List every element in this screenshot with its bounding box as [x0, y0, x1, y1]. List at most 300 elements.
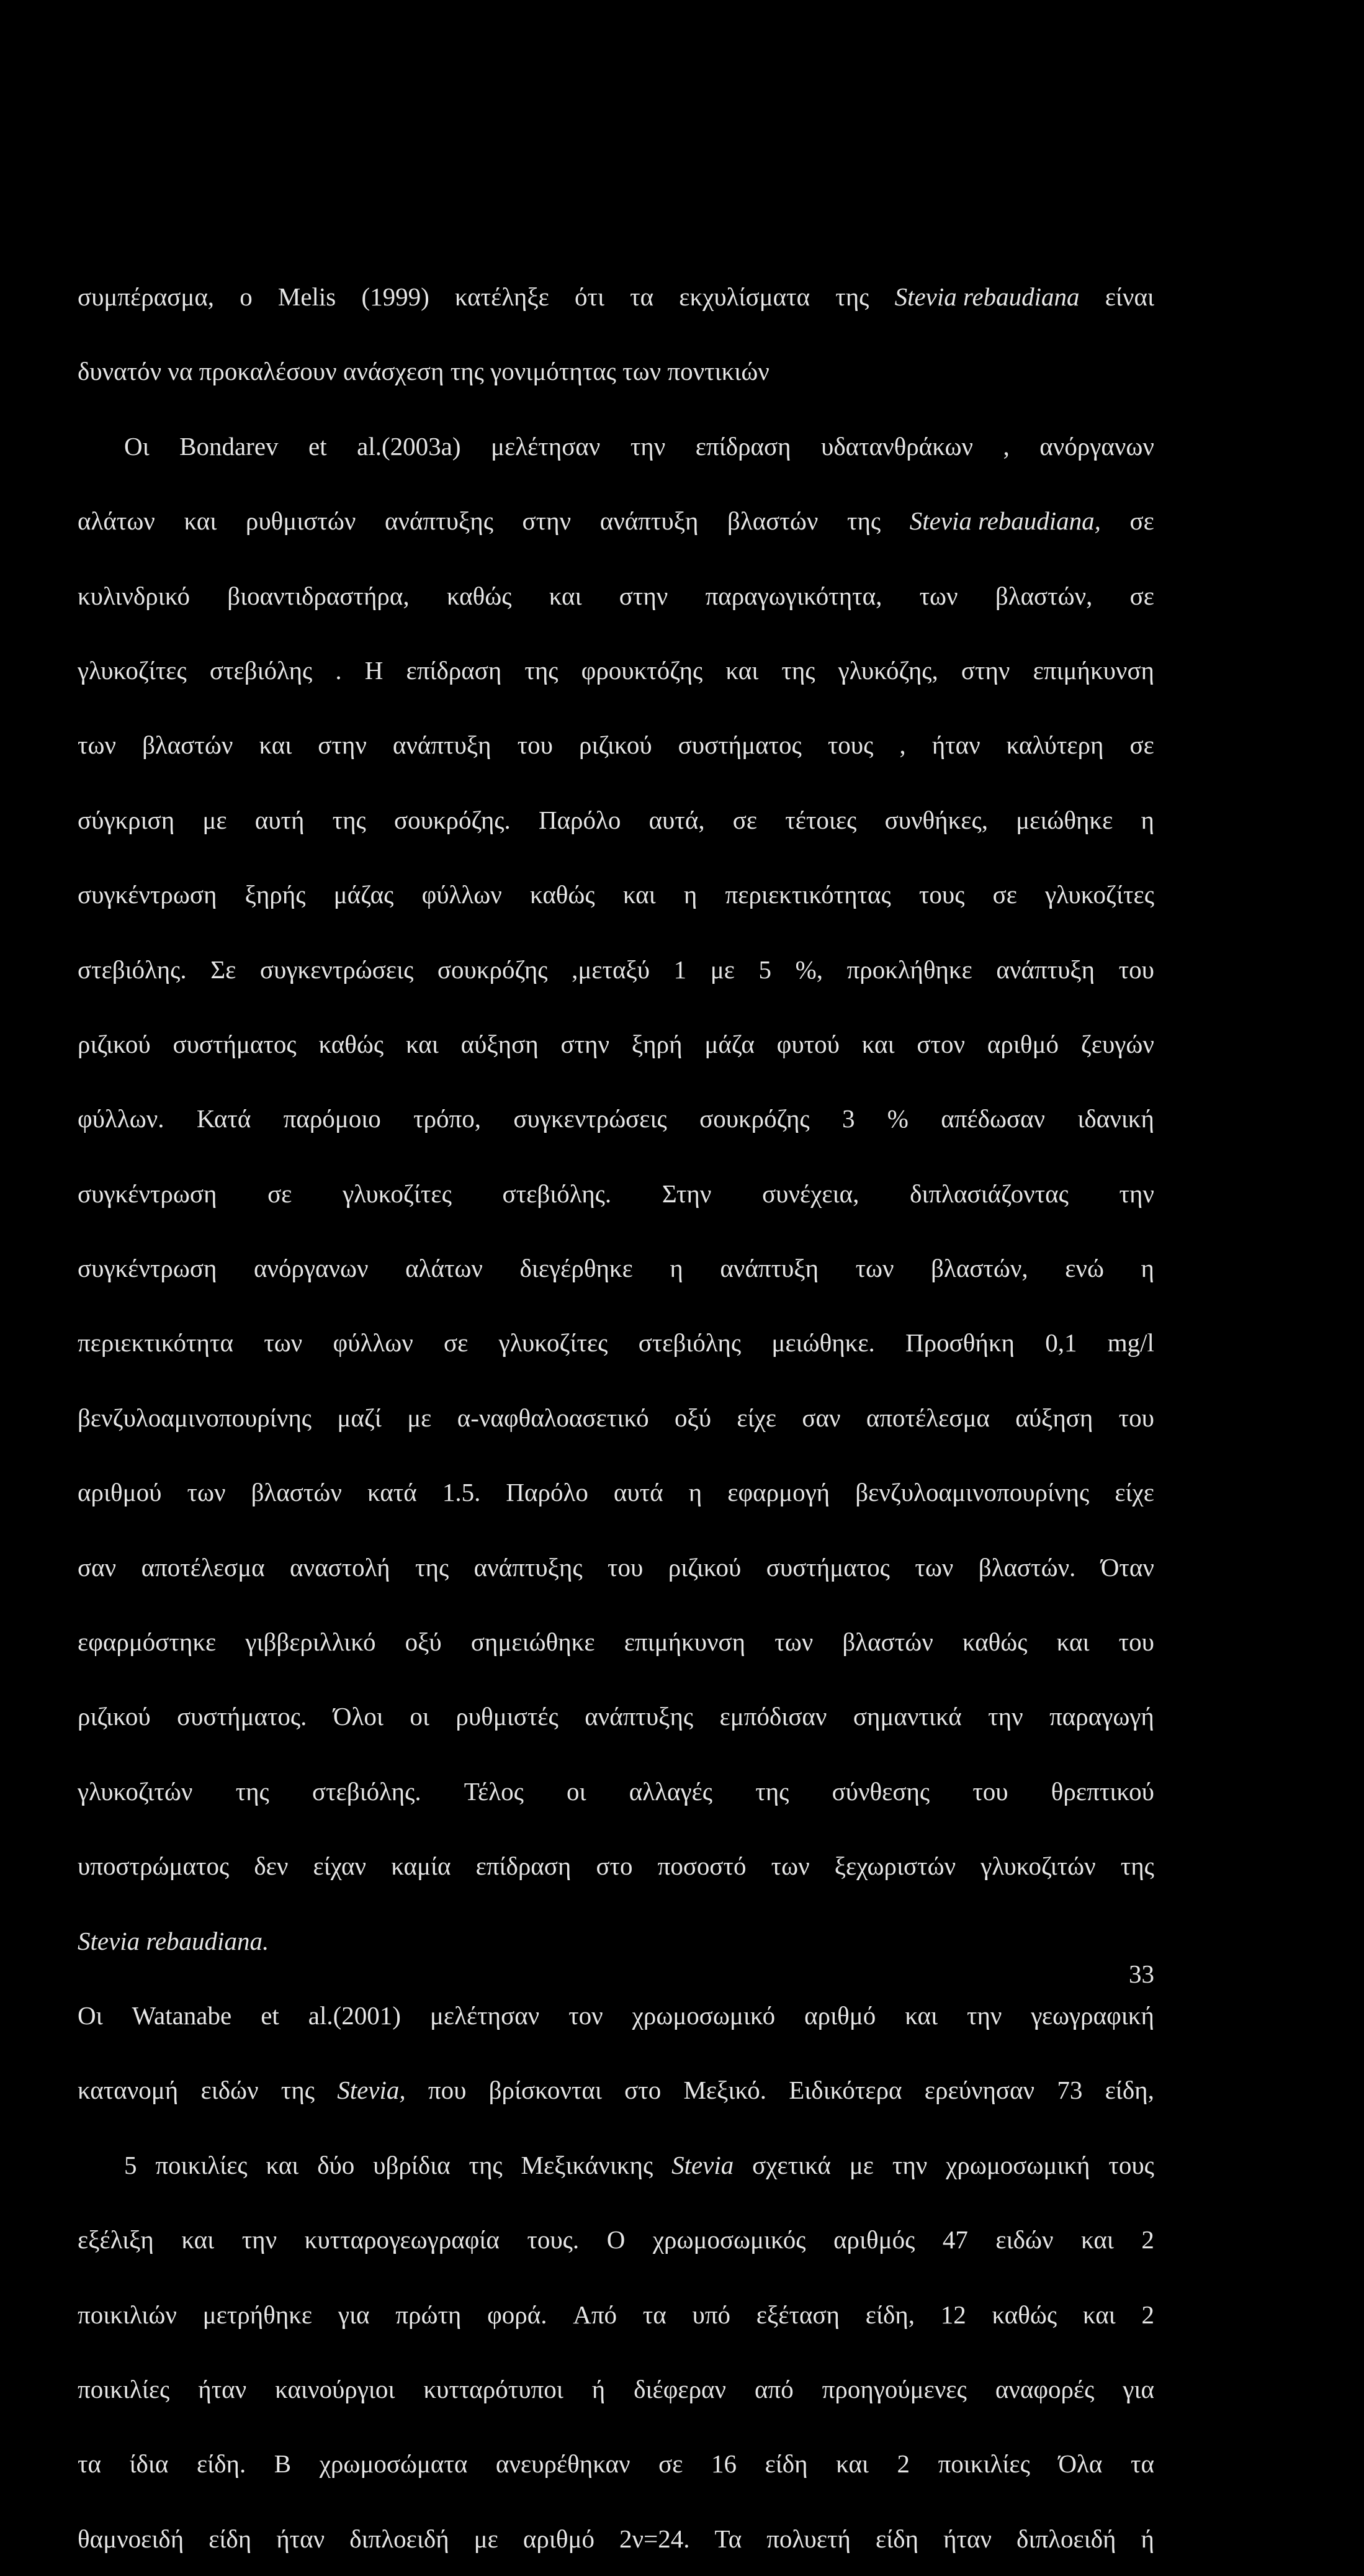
word: 3: [841, 1104, 855, 1133]
word: περιεκτικότητα: [78, 1328, 233, 1358]
word: ριζικού: [78, 1029, 151, 1058]
word: καθώς: [446, 581, 512, 610]
word: αυτή: [254, 805, 305, 834]
word: αριθμός: [833, 2225, 915, 2254]
word: του: [1118, 1628, 1154, 1657]
word: στον: [917, 1029, 966, 1058]
word: μάζας: [333, 880, 394, 909]
word: μετρήθηκε: [202, 2300, 313, 2329]
word: καθώς: [530, 880, 595, 909]
word: τα: [630, 282, 654, 311]
word: του: [517, 731, 553, 760]
word: στεβιόλης.: [502, 1179, 612, 1208]
word: et: [261, 2001, 279, 2030]
word: Όλα: [1058, 2449, 1103, 2479]
word: στην: [560, 1029, 610, 1058]
word: συγκέντρωση: [78, 880, 217, 909]
word: η: [688, 1478, 702, 1507]
text-line: [78, 2202, 1154, 2277]
word: συνθήκες,: [884, 805, 988, 834]
word: Από: [573, 2300, 617, 2329]
word: καλύτερη: [1006, 731, 1104, 760]
word: αριθμό: [804, 2001, 876, 2030]
word: χρωμοσώματα: [319, 2449, 468, 2479]
word: και: [184, 507, 217, 536]
word: γλυκοζιτών: [980, 1852, 1096, 1881]
word: σε: [1129, 507, 1154, 536]
word: ανευρέθηκαν: [495, 2449, 630, 2479]
word: Όταν: [1100, 1552, 1154, 1582]
word: καμία: [391, 1852, 451, 1881]
word: από: [755, 2374, 794, 2403]
word: και: [622, 880, 656, 909]
text-span: Stevia rebaudiana.: [78, 1926, 269, 1955]
word: την: [630, 431, 666, 461]
word: στο: [624, 2076, 662, 2105]
word: Bondarev: [179, 431, 279, 461]
word: την: [988, 1702, 1023, 1731]
word: ριζικού: [78, 1702, 151, 1731]
word: του: [972, 1777, 1008, 1806]
text-line: [78, 1530, 1154, 1605]
word: αλάτων: [78, 507, 155, 536]
word: παραγωγή: [1049, 1702, 1154, 1731]
word: είδη,: [1105, 2076, 1154, 2105]
word: φύλλων: [333, 1328, 413, 1358]
word: ζευγών: [1080, 1029, 1154, 1058]
word: .: [335, 655, 342, 685]
word: Stevia,: [337, 2076, 406, 2105]
word: που: [428, 2076, 467, 2105]
word: τρόπο,: [413, 1104, 482, 1133]
word: εφαρμογή: [727, 1478, 830, 1507]
word: συστήματος: [173, 1029, 297, 1058]
word: η: [1141, 1254, 1154, 1283]
word: ρυθμιστών: [245, 507, 356, 536]
word: είδη.: [196, 2449, 246, 2479]
word: καθώς: [992, 2300, 1057, 2329]
word: συγκέντρωση: [78, 1179, 217, 1208]
word: μελέτησαν: [490, 431, 601, 461]
text-line: [78, 932, 1154, 1007]
word: μειώθηκε: [1016, 805, 1113, 834]
text-line: [78, 1605, 1154, 1679]
word: 2ν=24.: [619, 2524, 690, 2553]
word: και: [905, 2001, 938, 2030]
word: ή: [1141, 2524, 1154, 2553]
word: γεωγραφική: [1031, 2001, 1154, 2030]
word: τους: [918, 880, 965, 909]
word: του: [1118, 1403, 1154, 1432]
word: Οι: [124, 431, 150, 461]
word: η: [683, 880, 698, 909]
text-line: [78, 2426, 1154, 2501]
word: σημαντικά: [853, 1702, 962, 1731]
word: χρωμοσωμική: [946, 2150, 1090, 2179]
word: Stevia: [671, 2150, 734, 2179]
word: προηγούμενες: [822, 2374, 967, 2403]
word: βλαστών,: [995, 581, 1093, 610]
text-line: [78, 2128, 1154, 2202]
word: φορά.: [487, 2300, 547, 2329]
text-line: [78, 1231, 1154, 1305]
word: Stevia rebaudiana: [894, 282, 1080, 311]
word: τους: [1108, 2150, 1154, 2179]
word: οξύ: [405, 1628, 442, 1657]
word: των: [915, 1552, 954, 1582]
word: ποσοστό: [657, 1852, 747, 1881]
word: γλυκόζης,: [838, 655, 938, 685]
text-line: [78, 1754, 1154, 1829]
word: ,: [899, 731, 906, 760]
text-line: [78, 559, 1154, 633]
word: αριθμό: [987, 1029, 1059, 1058]
word: συγκέντρωση: [78, 1254, 217, 1283]
word: α-ναφθαλοασετικό: [457, 1403, 649, 1432]
word: διπλοειδή: [349, 2524, 449, 2553]
word: στο: [596, 1852, 633, 1881]
text-line: [78, 259, 1154, 334]
word: 47: [942, 2225, 968, 2254]
word: ενώ: [1065, 1254, 1104, 1283]
word: καινούργιοι: [275, 2374, 395, 2403]
text-line: [78, 1081, 1154, 1156]
word: επίδραση: [475, 1852, 572, 1881]
word: ,: [1003, 431, 1010, 461]
word: τα: [78, 2449, 101, 2479]
word: αναφορές: [995, 2374, 1095, 2403]
word: της: [846, 507, 881, 536]
word: και: [1056, 1628, 1090, 1657]
word: των: [855, 1254, 894, 1283]
word: βενζυλοαμινοπουρίνης: [78, 1403, 312, 1432]
word: παραγωγικότητα,: [705, 581, 882, 610]
text-line: [78, 708, 1154, 782]
word: ξηρή: [631, 1029, 683, 1058]
word: κυτταρότυποι: [423, 2374, 563, 2403]
word: σύνθεσης: [832, 1777, 930, 1806]
word: κυλινδρικό: [78, 581, 190, 610]
word: στην: [318, 731, 367, 760]
word: βενζυλοαμινοπουρίνης: [855, 1478, 1090, 1507]
word: ανάπτυξης: [473, 1552, 583, 1582]
word: %,: [795, 955, 823, 984]
word: τους: [827, 731, 874, 760]
text-line: [78, 2053, 1154, 2127]
word: 2: [897, 2449, 910, 2479]
word: των: [78, 731, 117, 760]
word: σαν: [802, 1403, 841, 1432]
word: ποικιλίες: [78, 2374, 170, 2403]
text-line: [78, 2502, 1154, 2576]
word: ποικιλίες: [938, 2449, 1030, 2479]
word: την: [892, 2150, 928, 2179]
word: ερεύνησαν: [924, 2076, 1035, 2105]
text-line: [78, 857, 1154, 932]
word: et: [308, 431, 327, 461]
word: διπλοειδή: [1016, 2524, 1116, 2553]
word: με: [202, 805, 227, 834]
word: η: [1141, 805, 1154, 834]
word: γλυκοζιτών: [78, 1777, 193, 1806]
word: βλαστών: [842, 1628, 933, 1657]
word: τα: [642, 2300, 666, 2329]
word: σε: [658, 2449, 683, 2479]
word: φύλλων.: [78, 1104, 164, 1133]
word: συστήματος: [766, 1552, 890, 1582]
word: 1.5.: [442, 1478, 481, 1507]
word: Μεξικάνικης: [521, 2150, 653, 2179]
word: εμπόδισαν: [719, 1702, 827, 1731]
word: και: [1082, 2300, 1116, 2329]
word: 12: [940, 2300, 966, 2329]
word: είδη,: [865, 2300, 915, 2329]
word: της: [781, 655, 815, 685]
word: θρεπτικού: [1051, 1777, 1154, 1806]
text-line: [78, 633, 1154, 708]
word: η: [670, 1254, 683, 1283]
word: Προσθήκη: [905, 1328, 1015, 1358]
word: στεβιόλης.: [78, 955, 187, 984]
word: τον: [568, 2001, 603, 2030]
word: της: [415, 1552, 449, 1582]
word: καθώς: [962, 1628, 1028, 1657]
word: 16: [711, 2449, 737, 2479]
word: τα: [1130, 2449, 1154, 2479]
word: των: [771, 1852, 810, 1881]
word: σουκρόζης: [437, 955, 548, 984]
word: σημειώθηκε: [470, 1628, 595, 1657]
word: Melis: [277, 282, 336, 311]
word: ποικιλιών: [78, 2300, 177, 2329]
word: καθώς: [318, 1029, 384, 1058]
word: χρωμοσωμικός: [652, 2225, 806, 2254]
word: υποστρώματος: [78, 1852, 230, 1881]
word: μελέτησαν: [429, 2001, 540, 2030]
word: γλυκοζίτες: [78, 655, 187, 685]
word: al.(2003a): [357, 431, 461, 461]
word: σε: [992, 880, 1017, 909]
word: διέφεραν: [634, 2374, 727, 2403]
word: αύξηση: [460, 1029, 539, 1058]
text-line: [78, 1829, 1154, 1903]
word: Σε: [210, 955, 236, 984]
text-line: [78, 1305, 1154, 1380]
page-number: 33: [1129, 1960, 1154, 1988]
word: και: [725, 655, 759, 685]
word: στην: [522, 507, 572, 536]
word: %: [887, 1104, 909, 1133]
word: γλυκοζίτες: [1045, 880, 1154, 909]
word: σε: [444, 1328, 469, 1358]
word: ανόργανων: [1039, 431, 1154, 461]
word: 0,1: [1045, 1328, 1077, 1358]
word: ριζικού: [578, 731, 652, 760]
word: επίδραση: [406, 655, 502, 685]
word: με: [407, 1403, 432, 1432]
word: Ειδικότερα: [789, 2076, 902, 2105]
word: και: [1081, 2225, 1114, 2254]
word: βλαστών: [251, 1478, 342, 1507]
word: βλαστών.: [978, 1552, 1076, 1582]
word: ποικιλίες: [155, 2150, 248, 2179]
word: γλυκοζίτες: [498, 1328, 608, 1358]
word: εξέταση: [756, 2300, 840, 2329]
word: ριζικού: [668, 1552, 742, 1582]
word: στεβιόλης.: [312, 1777, 421, 1806]
word: της: [835, 282, 869, 311]
word: αριθμό: [523, 2524, 595, 2553]
word: είχε: [1115, 1478, 1154, 1507]
word: μάζα: [704, 1029, 755, 1058]
word: ο: [240, 282, 253, 311]
text-line: [78, 334, 1154, 408]
word: είδη: [765, 2449, 808, 2479]
word: οι: [410, 1702, 429, 1731]
word: μαζί: [337, 1403, 382, 1432]
word: του: [1118, 955, 1154, 984]
word: τέτοιες: [785, 805, 857, 834]
word: θαμνοειδή: [78, 2524, 184, 2553]
word: Τα: [714, 2524, 742, 2553]
word: σουκρόζης: [699, 1104, 810, 1133]
word: αύξηση: [1015, 1403, 1093, 1432]
text-line: [78, 1904, 1154, 1978]
text-line: [78, 2277, 1154, 2352]
word: του: [608, 1552, 644, 1582]
word: αλάτων: [405, 1254, 483, 1283]
word: της: [280, 2076, 315, 2105]
word: εξέλιξη: [78, 2225, 154, 2254]
word: την: [1119, 1179, 1154, 1208]
word: συγκεντρώσεις: [259, 955, 414, 984]
word: 5: [124, 2150, 137, 2179]
word: αυτά: [613, 1478, 663, 1507]
word: βλαστών: [142, 731, 233, 760]
word: ιδανική: [1077, 1104, 1154, 1133]
word: αναστολή: [290, 1552, 390, 1582]
word: και: [405, 1029, 439, 1058]
word: φύλλων: [421, 880, 502, 909]
word: 2: [1141, 2300, 1154, 2329]
word: αλλαγές: [629, 1777, 713, 1806]
word: μειώθηκε.: [771, 1328, 875, 1358]
word: με: [849, 2150, 874, 2179]
word: οι: [567, 1777, 586, 1806]
word: με: [710, 955, 735, 984]
word: επιμήκυνση: [624, 1628, 746, 1657]
word: είναι: [1105, 282, 1154, 311]
word: ειδών: [995, 2225, 1054, 2254]
word: 5: [758, 955, 771, 984]
word: βλαστών,: [931, 1254, 1028, 1283]
word: ξηρής: [245, 880, 306, 909]
word: συγκεντρώσεις: [513, 1104, 667, 1133]
word: αυτά,: [648, 805, 705, 834]
word: φρουκτόζης: [581, 655, 703, 685]
word: κατέληξε: [454, 282, 549, 311]
word: σαν: [78, 1552, 117, 1582]
word: στεβιόλης: [209, 655, 313, 685]
word: των: [774, 1628, 814, 1657]
word: 73: [1057, 2076, 1083, 2105]
word: ήταν: [931, 731, 980, 760]
word: σε: [1129, 731, 1154, 760]
word: κατά: [367, 1478, 417, 1507]
word: δεν: [254, 1852, 289, 1881]
word: και: [836, 2449, 869, 2479]
word: Μεξικό.: [683, 2076, 766, 2105]
word: δύο: [317, 2150, 355, 2179]
word: Κατά: [196, 1104, 251, 1133]
word: σύγκριση: [78, 805, 175, 834]
word: της: [469, 2150, 503, 2179]
text-line: [78, 1978, 1154, 2053]
word: υβρίδια: [373, 2150, 451, 2179]
word: ανάπτυξη: [996, 955, 1095, 984]
word: στην: [619, 581, 668, 610]
word: mg/l: [1107, 1328, 1154, 1358]
word: συστήματος.: [177, 1702, 307, 1731]
word: οξύ: [674, 1403, 712, 1432]
word: είδη: [209, 2524, 252, 2553]
word: ανάπτυξης: [385, 507, 493, 536]
word: ήταν: [276, 2524, 325, 2553]
word: και: [861, 1029, 895, 1058]
text-line: [78, 409, 1154, 484]
word: Οι: [78, 2001, 103, 2030]
word: Watanabe: [132, 2001, 232, 2030]
text-line: [78, 1007, 1154, 1081]
word: ξεχωριστών: [834, 1852, 956, 1881]
word: συνέχεια,: [762, 1179, 859, 1208]
word: (1999): [361, 282, 429, 311]
word: πολυετή: [766, 2524, 851, 2553]
word: προκλήθηκε: [846, 955, 972, 984]
word: και: [181, 2225, 215, 2254]
word: την: [241, 2225, 277, 2254]
word: περιεκτικότητας: [725, 880, 891, 909]
word: Στην: [662, 1179, 712, 1208]
word: χρωμοσωμικό: [632, 2001, 776, 2030]
word: γλυκοζίτες: [343, 1179, 452, 1208]
word: Ο: [606, 2225, 626, 2254]
word: σε: [267, 1179, 292, 1208]
word: γιββεριλλικό: [245, 1628, 376, 1657]
word: συστήματος: [678, 731, 802, 760]
word: είδη: [876, 2524, 919, 2553]
word: εκχυλίσματα: [679, 282, 810, 311]
word: 2: [1141, 2225, 1154, 2254]
word: των: [187, 1478, 226, 1507]
word: 1: [673, 955, 687, 984]
word: είχε: [737, 1403, 777, 1432]
word: εφαρμόστηκε: [78, 1628, 217, 1657]
word: Stevia rebaudiana,: [909, 507, 1101, 536]
word: συμπέρασμα,: [78, 282, 215, 311]
text-line: [78, 2352, 1154, 2426]
word: ότι: [575, 282, 605, 311]
word: ανάπτυξης: [585, 1702, 694, 1731]
word: Β: [274, 2449, 292, 2479]
word: στην: [961, 655, 1010, 685]
body-text: [78, 259, 1154, 2576]
word: ρυθμιστές: [455, 1702, 559, 1731]
word: της: [524, 655, 559, 685]
word: για: [338, 2300, 370, 2329]
word: ίδια: [129, 2449, 169, 2479]
word: της: [755, 1777, 789, 1806]
